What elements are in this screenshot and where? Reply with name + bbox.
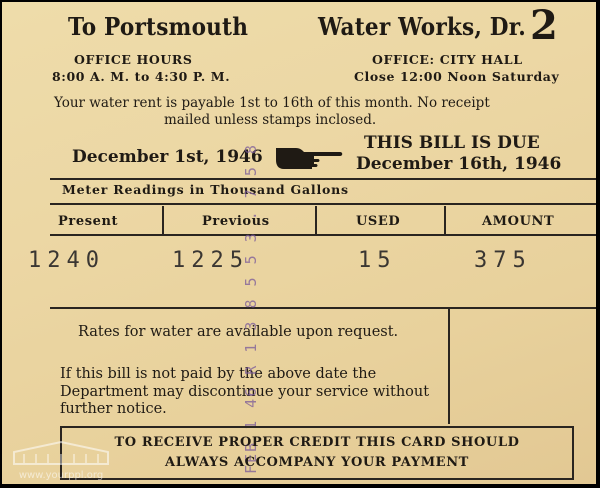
bill-number: 2 — [530, 2, 558, 49]
office-hours-label: OFFICE HOURS — [74, 52, 193, 67]
building-icon — [6, 438, 116, 466]
water-bill-card — [2, 2, 596, 484]
pointing-hand-icon — [274, 140, 344, 172]
col-divider-2 — [315, 206, 317, 234]
rule-caption — [50, 203, 596, 205]
column-amount: AMOUNT — [482, 214, 555, 229]
previous-reading: 1225 — [172, 248, 249, 273]
rule-top — [50, 178, 596, 180]
footer-line-2: ALWAYS ACCOMPANY YOUR PAYMENT — [165, 455, 469, 470]
right-title: Water Works, Dr. — [318, 12, 526, 41]
amount-reading: 375 — [474, 248, 532, 273]
rates-text: Rates for water are available upon request. — [78, 324, 399, 340]
rule-header — [50, 234, 596, 236]
office-note: Close 12:00 Noon Saturday — [354, 69, 560, 84]
due-date: December 16th, 1946 — [356, 154, 562, 174]
watermark-text: www.yourppl.org — [18, 470, 104, 481]
column-used: USED — [356, 214, 401, 229]
col-divider-1 — [162, 206, 164, 234]
footer-box — [60, 426, 574, 480]
due-label: THIS BILL IS DUE — [364, 133, 540, 153]
bill-date: December 1st, 1946 — [72, 147, 263, 167]
watermark — [6, 438, 116, 482]
present-reading: 1240 — [28, 248, 105, 273]
received-stamp: FEB 1 46 R 1 3 8 5 5 3 . 7 5 8 — [242, 143, 260, 474]
rule-bottom — [50, 307, 596, 309]
footer-line-1: TO RECEIVE PROPER CREDIT THIS CARD SHOULD — [114, 435, 520, 450]
column-present: Present — [58, 214, 119, 229]
late-payment-text: If this bill is not paid by the above date the Department may discontinue your service without further notice. — [60, 366, 430, 417]
used-reading: 15 — [358, 248, 397, 273]
notes-divider — [448, 308, 450, 424]
office-hours: 8:00 A. M. to 4:30 P. M. — [52, 69, 231, 84]
col-divider-3 — [444, 206, 446, 234]
notice-line-1: Your water rent is payable 1st to 16th of this month. No receipt — [54, 95, 490, 111]
column-previous: Previous — [202, 214, 270, 229]
notice-line-2: mailed unless stamps inclosed. — [164, 112, 377, 128]
office-label: OFFICE: CITY HALL — [372, 52, 523, 67]
left-title: To Portsmouth — [68, 12, 249, 41]
meter-caption: Meter Readings in Thousand Gallons — [62, 182, 349, 197]
